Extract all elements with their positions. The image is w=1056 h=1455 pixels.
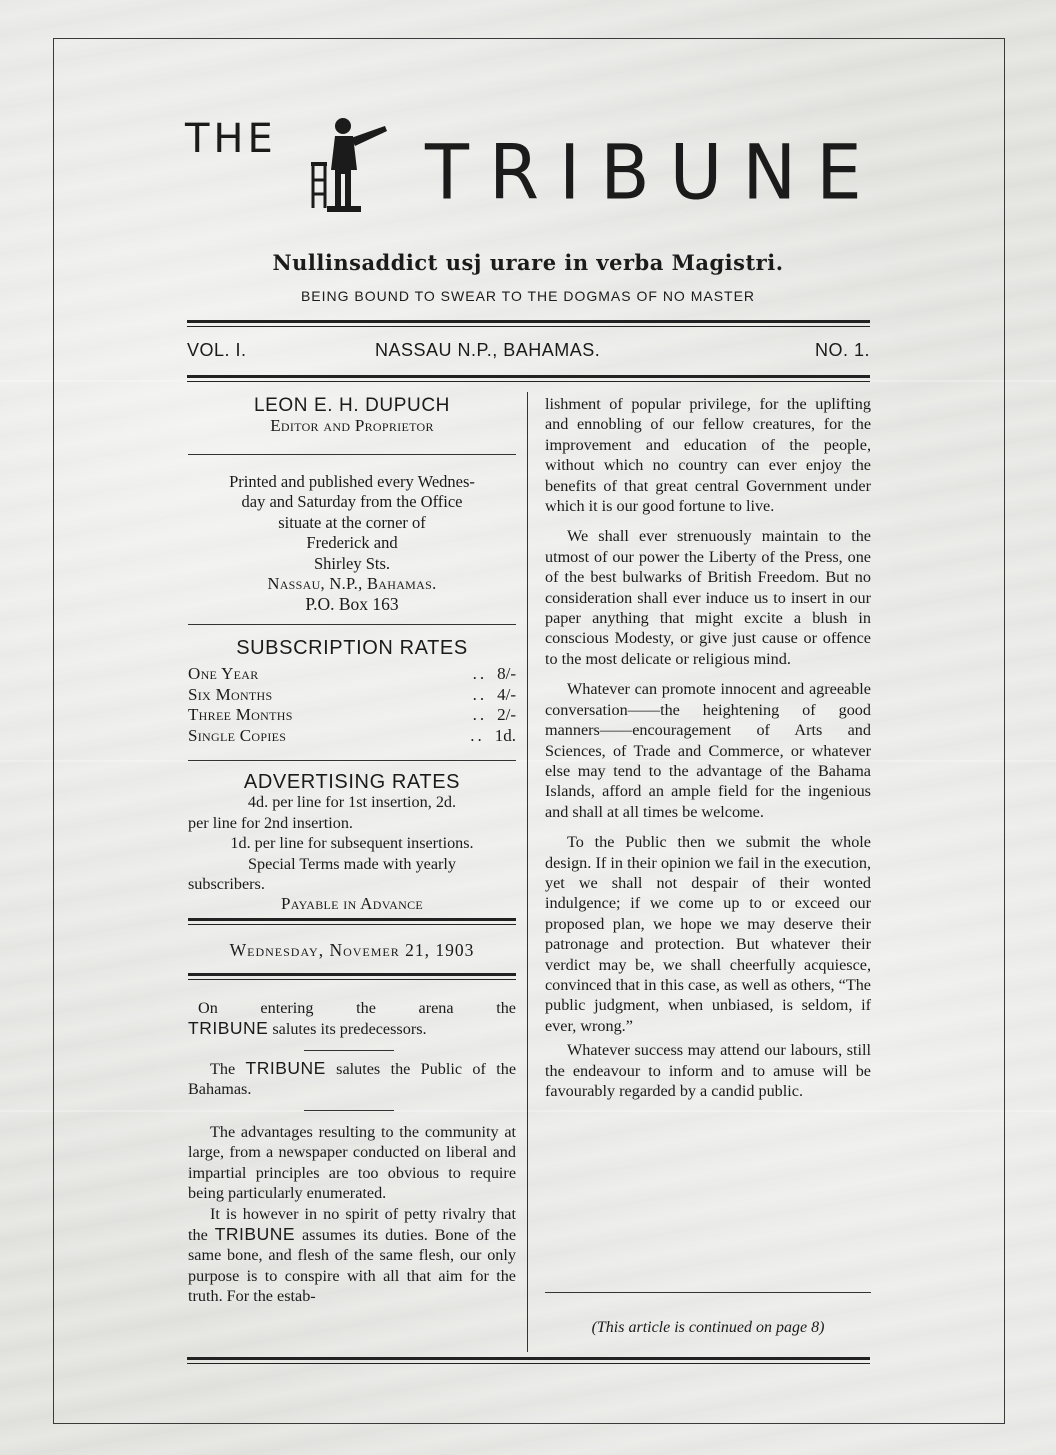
article-text: assumes its duties. Bone of the same bone, and flesh of the same flesh, our only purpose is to conspire with all that aim for the truth. For the estab-: [188, 1226, 517, 1306]
article-paragraph: Whatever success may attend our labours, still the endeavour to inform and to amuse will be favourably regarded by a candid public.: [545, 1041, 871, 1100]
po-box: P.O. Box 163: [305, 594, 399, 615]
article-text: It is however in no spirit of petty rivalry that the: [188, 1204, 516, 1245]
advertising-line: 4d. per line for 1st insertion, 2d.: [247, 793, 457, 812]
rate-label: Three Months: [188, 705, 293, 725]
advertising-line: 1d. per line for subsequent insertions.: [230, 834, 474, 853]
article-paragraph: We shall ever strenuously maintain to the utmost of our power the Liberty of the Press, one of the best bulwarks of British Freedom. But no consideration shall ever induce us to insert in our paper anything that might excite a blush in conscious Modesty, or give just cause or offence to the most delicate or religious mind.: [545, 527, 871, 668]
advertising-line: subscribers.: [188, 875, 265, 894]
article-paragraph: [188, 998, 516, 1018]
publication-line: Printed and published every Wednes-: [229, 472, 475, 491]
leader-dots: ..: [472, 684, 488, 704]
editor-block: [188, 396, 516, 437]
advertising-line: per line for 2nd insertion.: [188, 813, 353, 832]
article-text: The: [210, 1060, 236, 1078]
editor-role: Editor and Proprietor: [270, 416, 434, 436]
rate-price: 1d.: [494, 725, 516, 745]
article-paragraph: The advantages resulting to the community at large, from a newspaper conducted on liberal and impartial principles are too obvious to require being particularly enumerated.: [188, 1123, 516, 1203]
rate-price: 2/-: [497, 705, 516, 725]
rate-row: [188, 705, 516, 726]
orator-figure-icon: [305, 110, 395, 220]
rate-price: 4/-: [497, 684, 516, 704]
leader-dots: ..: [472, 664, 488, 684]
subscription-title: SUBSCRIPTION RATES: [236, 637, 468, 659]
advertising-rates: [188, 772, 516, 915]
article-paragraph: [188, 1204, 516, 1307]
divider: [188, 454, 516, 455]
leader-dots: ..: [472, 705, 488, 725]
publication-info: [188, 472, 516, 615]
issue-number: NO. 1.: [814, 340, 870, 360]
publication-line: situate at the corner of: [278, 512, 426, 532]
masthead-title: TRIBUNE: [425, 127, 882, 217]
editor-name: LEON E. H. DUPUCH: [253, 395, 450, 416]
dateline: Wednesday, Novemer 21, 1903: [229, 940, 475, 960]
masthead: [185, 110, 882, 230]
publication-line: Frederick and: [306, 533, 398, 553]
column-divider: [527, 392, 528, 1352]
bottom-double-rule: [187, 1357, 870, 1364]
rate-row: [188, 685, 516, 706]
divider: [545, 1292, 871, 1293]
leader-dots: ..: [470, 725, 485, 745]
article-text: salutes its predecessors.: [272, 1020, 427, 1039]
rate-label: One Year: [188, 664, 259, 684]
latin-motto: Nullinsaddict usj urare in verba Magistri.: [272, 250, 784, 275]
article-salute: [188, 1058, 516, 1100]
payable-in-advance: Payable in Advance: [280, 894, 424, 914]
article-text: salutes the Public of the Bahamas.: [188, 1060, 516, 1099]
tribune-name: TRIBUNE: [245, 1058, 326, 1078]
rate-label: Single Copies: [188, 725, 287, 745]
tribune-name: TRIBUNE: [188, 1018, 269, 1039]
article-body: [188, 1122, 516, 1307]
double-rule: [188, 973, 516, 980]
rate-label: Six Months: [188, 684, 273, 704]
advertising-line: Special Terms made with yearly: [247, 854, 457, 873]
double-rule: [188, 918, 516, 925]
publication-line: Shirley Sts.: [313, 553, 391, 573]
article-paragraph: Whatever can promote innocent and agreeable conversation——the heightening of good manners——encouragement of Arts and Sciences, of Trade and Commerce, or whatever else may tend to the advantage of the Bahama Islands, afford an ample field for the ingenious and shall at all times be welcome.: [545, 680, 871, 821]
article-text: On entering the arena the: [198, 999, 516, 1017]
subscription-rates: [188, 638, 516, 746]
masthead-the: THE: [185, 116, 277, 162]
double-rule: [187, 375, 870, 382]
article-continuation: [545, 394, 871, 1101]
double-rule: [187, 320, 870, 327]
tribune-name: TRIBUNE: [214, 1224, 296, 1245]
rate-row: [188, 664, 516, 685]
continued-note: (This article is continued on page 8): [591, 1319, 825, 1336]
volume-number: VOL. I.: [187, 340, 247, 360]
short-divider: [304, 1050, 394, 1051]
masthead-tagline: BEING BOUND TO SWEAR TO THE DOGMAS OF NO MASTER: [300, 288, 756, 304]
short-divider: [304, 1110, 394, 1111]
advertising-title: ADVERTISING RATES: [243, 771, 461, 793]
publication-address: Nassau, N.P., Bahamas.: [267, 574, 437, 594]
article-opening: [188, 998, 516, 1040]
rate-row: [188, 726, 516, 747]
place-of-publication: NASSAU N.P., BAHAMAS.: [375, 340, 601, 360]
article-paragraph: To the Public then we submit the whole design. If in their opinion we fail in the execution, yet we shall not despair of their wonted indulgence; if we come up to or exceed our proposed plan, we hope we may deserve their patronage and protection. But whatever their verdict may be, we shall cheerfully acquiesce, convinced that in this case, as well as others, “The public judgment, when unbiased, is seldom, if ever, wrong.”: [545, 833, 871, 1035]
publication-line: day and Saturday from the Office: [241, 492, 463, 512]
article-paragraph: lishment of popular privilege, for the uplifting and ennobling of our fellow creatures, for the improvement and education of the people, without which no country can ever enjoy the benefits of that great central Government under which it is our good fortune to live.: [545, 395, 871, 516]
divider: [188, 760, 516, 761]
rate-price: 8/-: [497, 664, 516, 684]
divider: [188, 624, 516, 625]
article-paragraph: [188, 1058, 516, 1100]
article-paragraph: [188, 1018, 516, 1039]
